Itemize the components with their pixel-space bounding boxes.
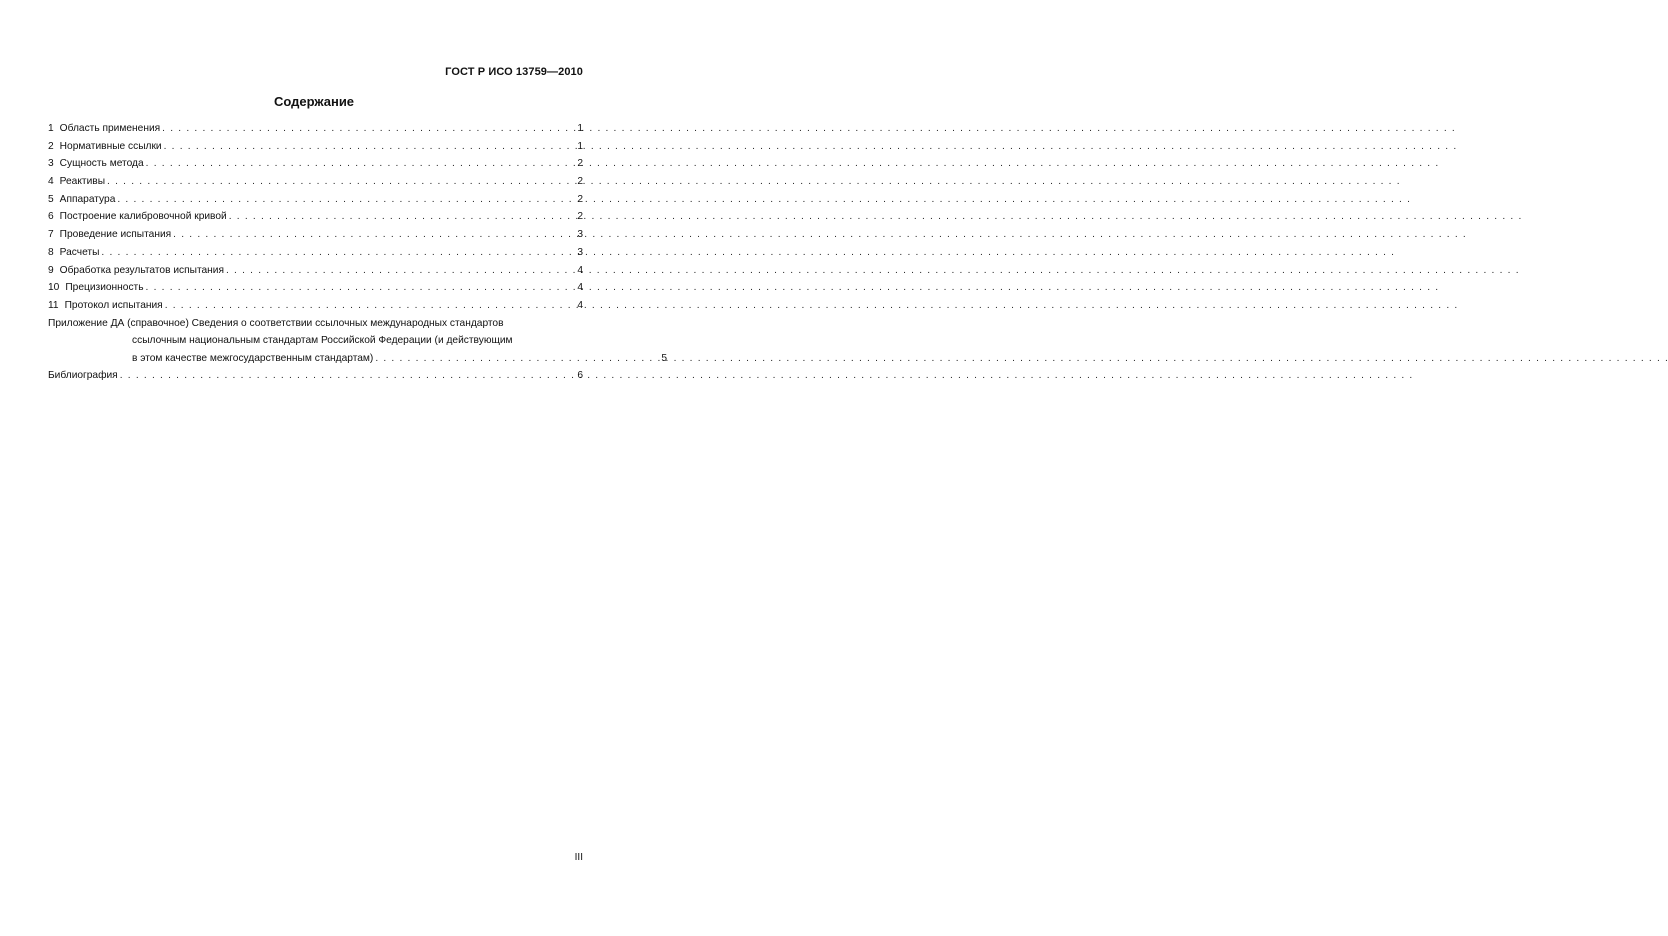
appendix-line-2: ссылочным национальным стандартам Российской Федерации (и действующим: [132, 335, 513, 347]
toc-entry-bibliography[interactable]: [48, 369, 583, 387]
toc-entry-text: Сущность метода: [59, 158, 144, 170]
toc-entry-text: Область применения: [59, 123, 161, 134]
toc-entry-text: Реактивы: [59, 176, 106, 188]
toc-entry-page: 2: [577, 193, 583, 205]
toc-entry-page: 3: [577, 229, 583, 241]
dot-leader: [162, 122, 573, 136]
toc-entry-apparatus[interactable]: [48, 193, 583, 211]
dot-leader: [173, 228, 573, 242]
toc-entry-page: 1: [577, 123, 583, 134]
toc-entry-text: Проведение испытания: [59, 229, 172, 241]
toc-entry-precision[interactable]: [48, 281, 583, 299]
toc-entry-number: 1: [48, 123, 54, 134]
toc-entry-number: 10: [48, 282, 60, 294]
toc-entry-page: 4: [577, 264, 583, 276]
toc-entry-text: Расчеты: [59, 246, 100, 258]
toc-entry-calculations[interactable]: [48, 246, 583, 264]
toc-entry-text: Нормативные ссылки: [59, 140, 162, 152]
toc-title: Содержание: [273, 94, 355, 109]
dot-leader: [226, 264, 573, 278]
toc-entry-normative-references[interactable]: [48, 140, 583, 158]
dot-leader: [146, 157, 573, 171]
toc-entry-page: 2: [577, 211, 583, 223]
toc-entry-test-report[interactable]: [48, 299, 583, 317]
toc-entry-page: 5: [661, 352, 667, 364]
dot-leader: [229, 210, 573, 224]
toc-entry-results-processing[interactable]: [48, 264, 583, 282]
toc-entry-text: Библиография: [48, 370, 118, 382]
toc-entry-number: 2: [48, 140, 54, 152]
toc-entry-page: 4: [577, 299, 583, 311]
toc-entry-text: Протокол испытания: [64, 299, 163, 311]
toc-entry-number: 3: [48, 158, 54, 170]
toc-entry-number: 5: [48, 193, 54, 205]
dot-leader: [375, 352, 657, 366]
toc-entry-reagents[interactable]: [48, 175, 583, 193]
toc-entry-principle[interactable]: [48, 157, 583, 175]
toc-entry-text: Обработка результатов испытания: [59, 264, 224, 276]
toc-entry-number: 11: [48, 299, 59, 311]
table-of-contents: [48, 122, 667, 387]
toc-entry-text: Построение калибровочной кривой: [59, 211, 227, 223]
toc-entry-page: 3: [577, 246, 583, 258]
toc-entry-page: 1: [577, 140, 583, 152]
toc-entry-appendix[interactable]: [48, 317, 667, 370]
toc-entry-page: 6: [577, 370, 583, 382]
page-number: III: [574, 852, 583, 863]
dot-leader: [101, 246, 573, 260]
toc-entry-number: 9: [48, 264, 54, 276]
appendix-line-1: Приложение ДА (справочное) Сведения о соответствии ссылочных международных стандартов: [48, 317, 504, 329]
appendix-line-3: в этом качестве межгосударственным стандартам): [132, 352, 374, 364]
document-code: ГОСТ Р ИСО 13759—2010: [445, 66, 583, 78]
toc-entry-page: 2: [577, 158, 583, 170]
toc-entry-text: Прецизионность: [65, 282, 144, 294]
appendix-line-3-row: [48, 352, 667, 370]
toc-entry-number: 4: [48, 176, 54, 188]
dot-leader: [107, 175, 573, 189]
toc-entry-calibration-curve[interactable]: [48, 210, 583, 228]
toc-entry-page: 2: [577, 176, 583, 188]
toc-entry-scope[interactable]: [48, 122, 583, 140]
dot-leader: [146, 281, 573, 295]
dot-leader: [164, 140, 573, 154]
toc-entry-text: Аппаратура: [59, 193, 116, 205]
dot-leader: [120, 369, 573, 383]
toc-entry-number: 6: [48, 211, 54, 223]
document-page: [0, 0, 667, 936]
dot-leader: [117, 193, 573, 207]
toc-entry-number: 8: [48, 246, 54, 258]
toc-entry-procedure[interactable]: [48, 228, 583, 246]
toc-entry-page: 4: [577, 282, 583, 294]
dot-leader: [165, 299, 573, 313]
toc-entry-number: 7: [48, 229, 54, 241]
